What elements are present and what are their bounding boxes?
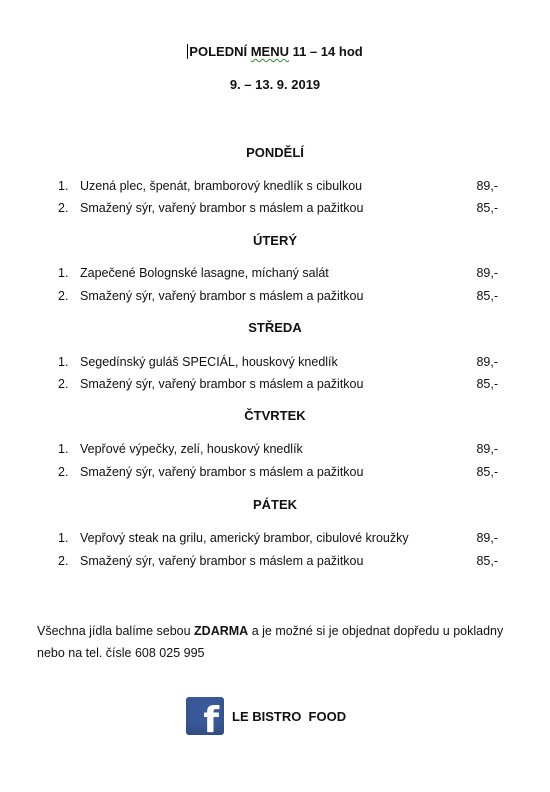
brand-name: LE BISTRO FOOD <box>232 708 347 724</box>
item-dish: Vepřový steak na grilu, americký brambor, cibulové kroužky <box>80 531 409 545</box>
item-price: 85,- <box>476 465 498 479</box>
menu-item <box>58 265 498 281</box>
note-free-highlight: ZDARMA <box>194 624 249 638</box>
item-price: 89,- <box>476 531 498 545</box>
item-price: 89,- <box>476 179 498 193</box>
day-heading-wednesday: STŘEDA <box>248 320 302 335</box>
facebook-icon[interactable] <box>186 697 224 735</box>
facebook-logo-letter: f <box>203 700 219 735</box>
item-price: 89,- <box>476 355 498 369</box>
day-heading-friday: PÁTEK <box>252 497 298 512</box>
item-dish: Segedínský guláš SPECIÁL, houskový knedlík <box>80 355 338 369</box>
item-dish: Smažený sýr, vařený brambor s máslem a pažitkou <box>80 289 364 303</box>
note-text-start: Všechna jídla balíme sebou <box>37 624 195 638</box>
item-number: 2. <box>58 377 69 391</box>
item-dish: Smažený sýr, vařený brambor s máslem a pažitkou <box>80 465 364 479</box>
item-dish: Smažený sýr, vařený brambor s máslem a pažitkou <box>80 377 364 391</box>
item-number: 2. <box>58 289 69 303</box>
item-price: 85,- <box>476 201 498 215</box>
item-number: 1. <box>58 266 69 280</box>
item-dish: Uzená plec, špenát, bramborový knedlík s cibulkou <box>80 179 363 193</box>
item-price: 85,- <box>476 377 498 391</box>
item-dish: Vepřové výpečky, zelí, houskový knedlík <box>80 442 303 456</box>
day-heading-thursday: ČTVRTEK <box>244 408 306 423</box>
item-price: 85,- <box>476 289 498 303</box>
item-price: 89,- <box>476 442 498 456</box>
menu-item <box>58 354 498 370</box>
takeaway-note <box>37 620 517 664</box>
menu-item <box>58 553 498 569</box>
item-price: 89,- <box>476 266 498 280</box>
item-number: 2. <box>58 554 69 568</box>
menu-item <box>58 178 498 194</box>
menu-item <box>58 200 498 216</box>
item-dish: Zapečené Bolognské lasagne, míchaný salát <box>80 266 329 280</box>
menu-item <box>58 288 498 304</box>
date-range: 9. – 13. 9. 2019 <box>229 77 321 92</box>
menu-item <box>58 441 498 457</box>
item-number: 1. <box>58 355 69 369</box>
item-dish: Smažený sýr, vařený brambor s máslem a pažitkou <box>80 201 364 215</box>
item-number: 1. <box>58 179 69 193</box>
day-heading-tuesday: ÚTERÝ <box>252 233 298 248</box>
item-price: 85,- <box>476 554 498 568</box>
item-dish: Smažený sýr, vařený brambor s máslem a pažitkou <box>80 554 364 568</box>
menu-item <box>58 464 498 480</box>
item-number: 1. <box>58 531 69 545</box>
item-number: 2. <box>58 465 69 479</box>
item-number: 2. <box>58 201 69 215</box>
item-number: 1. <box>58 442 69 456</box>
menu-item <box>58 376 498 392</box>
title-prefix: POLEDNÍ <box>189 44 248 59</box>
title-hours: 11 – 14 hod <box>289 44 363 59</box>
note-text-end: a je možné si je objednat dopředu u pokladny nebo na tel. čísle 608 025 995 <box>37 624 507 660</box>
footer <box>186 697 346 735</box>
menu-item <box>58 530 498 546</box>
day-heading-monday: PONDĚLÍ <box>246 145 304 160</box>
title-menu-word: MENU <box>250 44 289 59</box>
page-title <box>0 44 550 59</box>
